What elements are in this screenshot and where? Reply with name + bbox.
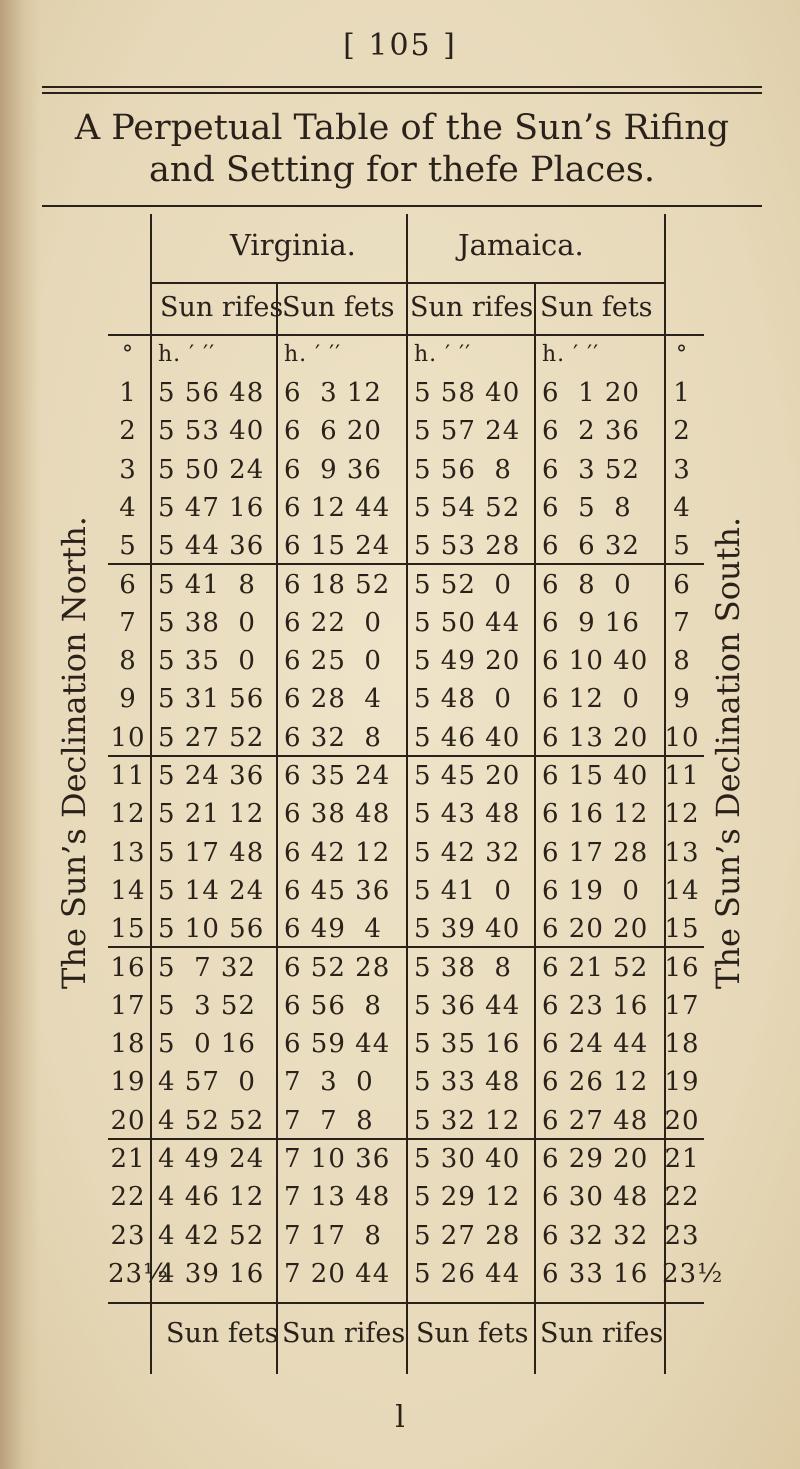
declination-degree-right: 3: [673, 455, 691, 485]
jamaica-set-cell: 6 16 12: [542, 799, 649, 829]
declination-degree-right: 14: [664, 876, 700, 906]
unit-hms: h. ′ ′′: [414, 342, 472, 367]
declination-degree-right: 15: [664, 914, 700, 944]
jamaica-set-cell: 6 13 20: [542, 723, 649, 753]
virginia-set-cell: 7 7 8: [284, 1106, 374, 1136]
virginia-rise-cell: 5 0 16: [158, 1029, 256, 1059]
side-label-north: The Sun’s Declination North.: [55, 516, 93, 989]
declination-degree-right: 22: [664, 1182, 700, 1212]
unit-degree-right: °: [676, 342, 688, 367]
virginia-set-cell: 6 15 24: [284, 531, 391, 561]
table-row: [0, 416, 800, 446]
declination-degree-left: 21: [110, 1144, 146, 1174]
virginia-rise-cell: 4 42 52: [158, 1221, 265, 1251]
jamaica-rise-cell: 5 38 8: [414, 953, 512, 983]
virginia-set-cell: 6 52 28: [284, 953, 391, 983]
footer-virginia-rises: Sun rifes: [282, 1318, 406, 1349]
jamaica-set-cell: 6 29 20: [542, 1144, 649, 1174]
jamaica-set-cell: 6 5 8: [542, 493, 632, 523]
virginia-set-cell: 6 42 12: [284, 838, 391, 868]
table-row: [0, 608, 800, 638]
header-jamaica-sets: Sun fets: [540, 292, 653, 323]
declination-degree-right: 23: [664, 1221, 700, 1251]
jamaica-set-cell: 6 6 32: [542, 531, 640, 561]
table-row: [0, 1144, 800, 1174]
jamaica-rise-cell: 5 26 44: [414, 1259, 521, 1289]
declination-degree-left: 9: [119, 684, 137, 714]
virginia-rise-cell: 5 47 16: [158, 493, 265, 523]
declination-degree-right: 5: [673, 531, 691, 561]
virginia-rise-cell: 5 3 52: [158, 991, 256, 1021]
virginia-rise-cell: 4 39 16: [158, 1259, 265, 1289]
jamaica-rise-cell: 5 53 28: [414, 531, 521, 561]
table-row: [0, 570, 800, 600]
declination-degree-left: 13: [110, 838, 146, 868]
place-jamaica: Jamaica.: [458, 228, 584, 262]
declination-degree-right: 18: [664, 1029, 700, 1059]
jamaica-set-cell: 6 26 12: [542, 1067, 649, 1097]
declination-degree-left: 5: [119, 531, 137, 561]
jamaica-set-cell: 6 23 16: [542, 991, 649, 1021]
jamaica-rise-cell: 5 41 0: [414, 876, 512, 906]
virginia-set-cell: 6 38 48: [284, 799, 391, 829]
table-row: [0, 876, 800, 906]
declination-degree-right: 6: [673, 570, 691, 600]
virginia-rise-cell: 4 46 12: [158, 1182, 265, 1212]
jamaica-set-cell: 6 2 36: [542, 416, 640, 446]
declination-degree-right: 17: [664, 991, 700, 1021]
declination-degree-left: 11: [110, 761, 146, 791]
footer-rule: [108, 1302, 704, 1304]
unit-hms: h. ′ ′′: [284, 342, 342, 367]
jamaica-rise-cell: 5 35 16: [414, 1029, 521, 1059]
jamaica-set-cell: 6 1 20: [542, 378, 640, 408]
header-virginia-rises: Sun rifes: [160, 292, 284, 323]
jamaica-rise-cell: 5 46 40: [414, 723, 521, 753]
declination-degree-left: 23½: [108, 1259, 170, 1289]
jamaica-rise-cell: 5 50 44: [414, 608, 521, 638]
jamaica-rise-cell: 5 27 28: [414, 1221, 521, 1251]
virginia-rise-cell: 5 24 36: [158, 761, 265, 791]
jamaica-rise-cell: 5 30 40: [414, 1144, 521, 1174]
virginia-set-cell: 7 13 48: [284, 1182, 391, 1212]
unit-hms: h. ′ ′′: [158, 342, 216, 367]
virginia-set-cell: 6 9 36: [284, 455, 382, 485]
virginia-set-cell: 6 22 0: [284, 608, 382, 638]
declination-degree-right: 8: [673, 646, 691, 676]
footer-jamaica-rises: Sun rifes: [540, 1318, 664, 1349]
jamaica-rise-cell: 5 57 24: [414, 416, 521, 446]
table-row: [0, 455, 800, 485]
declination-degree-left: 16: [110, 953, 146, 983]
virginia-set-cell: 6 3 12: [284, 378, 382, 408]
group-rule: [108, 563, 704, 565]
declination-degree-left: 4: [119, 493, 137, 523]
jamaica-set-cell: 6 24 44: [542, 1029, 649, 1059]
declination-degree-left: 10: [110, 723, 146, 753]
declination-degree-left: 19: [110, 1067, 146, 1097]
jamaica-set-cell: 6 10 40: [542, 646, 649, 676]
declination-degree-right: 7: [673, 608, 691, 638]
table-row: [0, 991, 800, 1021]
declination-degree-left: 6: [119, 570, 137, 600]
signature-mark: l: [395, 1400, 405, 1435]
jamaica-set-cell: 6 15 40: [542, 761, 649, 791]
table-row: [0, 1106, 800, 1136]
jamaica-rise-cell: 5 45 20: [414, 761, 521, 791]
declination-degree-right: 11: [664, 761, 700, 791]
jamaica-set-cell: 6 3 52: [542, 455, 640, 485]
virginia-set-cell: 7 10 36: [284, 1144, 391, 1174]
jamaica-rise-cell: 5 48 0: [414, 684, 512, 714]
jamaica-rise-cell: 5 32 12: [414, 1106, 521, 1136]
header-jamaica-rises: Sun rifes: [410, 292, 534, 323]
virginia-rise-cell: 5 14 24: [158, 876, 265, 906]
header-rule: [108, 334, 704, 336]
page-number: [ 105 ]: [343, 28, 457, 63]
virginia-set-cell: 6 25 0: [284, 646, 382, 676]
declination-degree-left: 18: [110, 1029, 146, 1059]
jamaica-set-cell: 6 12 0: [542, 684, 640, 714]
jamaica-rise-cell: 5 58 40: [414, 378, 521, 408]
virginia-set-cell: 6 45 36: [284, 876, 391, 906]
virginia-rise-cell: 5 38 0: [158, 608, 256, 638]
virginia-rise-cell: 5 17 48: [158, 838, 265, 868]
declination-degree-left: 8: [119, 646, 137, 676]
declination-degree-right: 10: [664, 723, 700, 753]
table-row: [0, 378, 800, 408]
table-row: [0, 531, 800, 561]
table-row: [0, 914, 800, 944]
declination-degree-left: 7: [119, 608, 137, 638]
jamaica-rise-cell: 5 39 40: [414, 914, 521, 944]
side-label-south: The Sun’s Declination South.: [709, 516, 747, 989]
virginia-rise-cell: 5 44 36: [158, 531, 265, 561]
declination-degree-left: 14: [110, 876, 146, 906]
declination-degree-right: 13: [664, 838, 700, 868]
unit-degree-left: °: [122, 342, 134, 367]
declination-degree-right: 12: [664, 799, 700, 829]
jamaica-set-cell: 6 21 52: [542, 953, 649, 983]
virginia-rise-cell: 5 56 48: [158, 378, 265, 408]
jamaica-rise-cell: 5 42 32: [414, 838, 521, 868]
virginia-rise-cell: 4 57 0: [158, 1067, 256, 1097]
table-row: [0, 1259, 800, 1289]
table-row: [0, 761, 800, 791]
virginia-set-cell: 7 17 8: [284, 1221, 382, 1251]
table-row: [0, 493, 800, 523]
declination-degree-left: 22: [110, 1182, 146, 1212]
declination-degree-left: 23: [110, 1221, 146, 1251]
virginia-set-cell: 6 56 8: [284, 991, 382, 1021]
table-row: [0, 1067, 800, 1097]
table-row: [0, 684, 800, 714]
jamaica-set-cell: 6 8 0: [542, 570, 632, 600]
declination-degree-left: 12: [110, 799, 146, 829]
jamaica-rise-cell: 5 29 12: [414, 1182, 521, 1212]
declination-degree-left: 2: [119, 416, 137, 446]
virginia-rise-cell: 5 21 12: [158, 799, 265, 829]
declination-degree-right: 19: [664, 1067, 700, 1097]
table-row: [0, 799, 800, 829]
declination-degree-right: 2: [673, 416, 691, 446]
virginia-set-cell: 6 18 52: [284, 570, 391, 600]
virginia-rise-cell: 5 53 40: [158, 416, 265, 446]
virginia-rise-cell: 5 7 32: [158, 953, 256, 983]
table-title-line1: A Perpetual Table of the Sun’s Rifing: [74, 108, 730, 148]
declination-degree-left: 1: [119, 378, 137, 408]
virginia-set-cell: 7 3 0: [284, 1067, 374, 1097]
virginia-rise-cell: 4 49 24: [158, 1144, 265, 1174]
declination-degree-left: 20: [110, 1106, 146, 1136]
jamaica-rise-cell: 5 54 52: [414, 493, 521, 523]
jamaica-set-cell: 6 27 48: [542, 1106, 649, 1136]
table-row: [0, 953, 800, 983]
virginia-set-cell: 6 35 24: [284, 761, 391, 791]
jamaica-set-cell: 6 20 20: [542, 914, 649, 944]
table-row: [0, 838, 800, 868]
declination-degree-right: 21: [664, 1144, 700, 1174]
jamaica-rise-cell: 5 43 48: [414, 799, 521, 829]
group-rule: [108, 946, 704, 948]
jamaica-rise-cell: 5 56 8: [414, 455, 512, 485]
place-virginia: Virginia.: [230, 228, 356, 262]
declination-degree-right: 9: [673, 684, 691, 714]
table-row: [0, 723, 800, 753]
virginia-rise-cell: 5 50 24: [158, 455, 265, 485]
virginia-rise-cell: 5 31 56: [158, 684, 265, 714]
virginia-rise-cell: 5 10 56: [158, 914, 265, 944]
jamaica-rise-cell: 5 33 48: [414, 1067, 521, 1097]
jamaica-set-cell: 6 33 16: [542, 1259, 649, 1289]
table-row: [0, 1221, 800, 1251]
virginia-rise-cell: 5 27 52: [158, 723, 265, 753]
virginia-set-cell: 6 6 20: [284, 416, 382, 446]
declination-degree-right: 16: [664, 953, 700, 983]
places-rule: [150, 282, 666, 284]
virginia-set-cell: 6 28 4: [284, 684, 382, 714]
virginia-set-cell: 7 20 44: [284, 1259, 391, 1289]
virginia-set-cell: 6 32 8: [284, 723, 382, 753]
jamaica-set-cell: 6 32 32: [542, 1221, 649, 1251]
footer-jamaica-sets: Sun fets: [416, 1318, 529, 1349]
group-rule: [108, 755, 704, 757]
declination-degree-right: 4: [673, 493, 691, 523]
top-rule-double: [42, 92, 762, 94]
jamaica-set-cell: 6 30 48: [542, 1182, 649, 1212]
table-title-line2: and Setting for thefe Places.: [148, 150, 656, 190]
jamaica-set-cell: 6 9 16: [542, 608, 640, 638]
declination-degree-left: 17: [110, 991, 146, 1021]
group-rule: [108, 1138, 704, 1140]
virginia-set-cell: 6 12 44: [284, 493, 391, 523]
declination-degree-left: 3: [119, 455, 137, 485]
units-row: [0, 340, 800, 370]
jamaica-set-cell: 6 17 28: [542, 838, 649, 868]
jamaica-rise-cell: 5 36 44: [414, 991, 521, 1021]
declination-degree-left: 15: [110, 914, 146, 944]
title-rule: [42, 205, 762, 207]
virginia-rise-cell: 5 35 0: [158, 646, 256, 676]
footer-virginia-sets: Sun fets: [166, 1318, 279, 1349]
declination-degree-right: 20: [664, 1106, 700, 1136]
table-row: [0, 1029, 800, 1059]
jamaica-rise-cell: 5 52 0: [414, 570, 512, 600]
declination-degree-right: 23½: [662, 1259, 724, 1289]
virginia-rise-cell: 4 52 52: [158, 1106, 265, 1136]
jamaica-set-cell: 6 19 0: [542, 876, 640, 906]
jamaica-rise-cell: 5 49 20: [414, 646, 521, 676]
top-rule: [42, 86, 762, 88]
virginia-set-cell: 6 59 44: [284, 1029, 391, 1059]
declination-degree-right: 1: [673, 378, 691, 408]
table-row: [0, 1182, 800, 1212]
unit-hms: h. ′ ′′: [542, 342, 600, 367]
table-row: [0, 646, 800, 676]
virginia-set-cell: 6 49 4: [284, 914, 382, 944]
virginia-rise-cell: 5 41 8: [158, 570, 256, 600]
header-virginia-sets: Sun fets: [282, 292, 395, 323]
